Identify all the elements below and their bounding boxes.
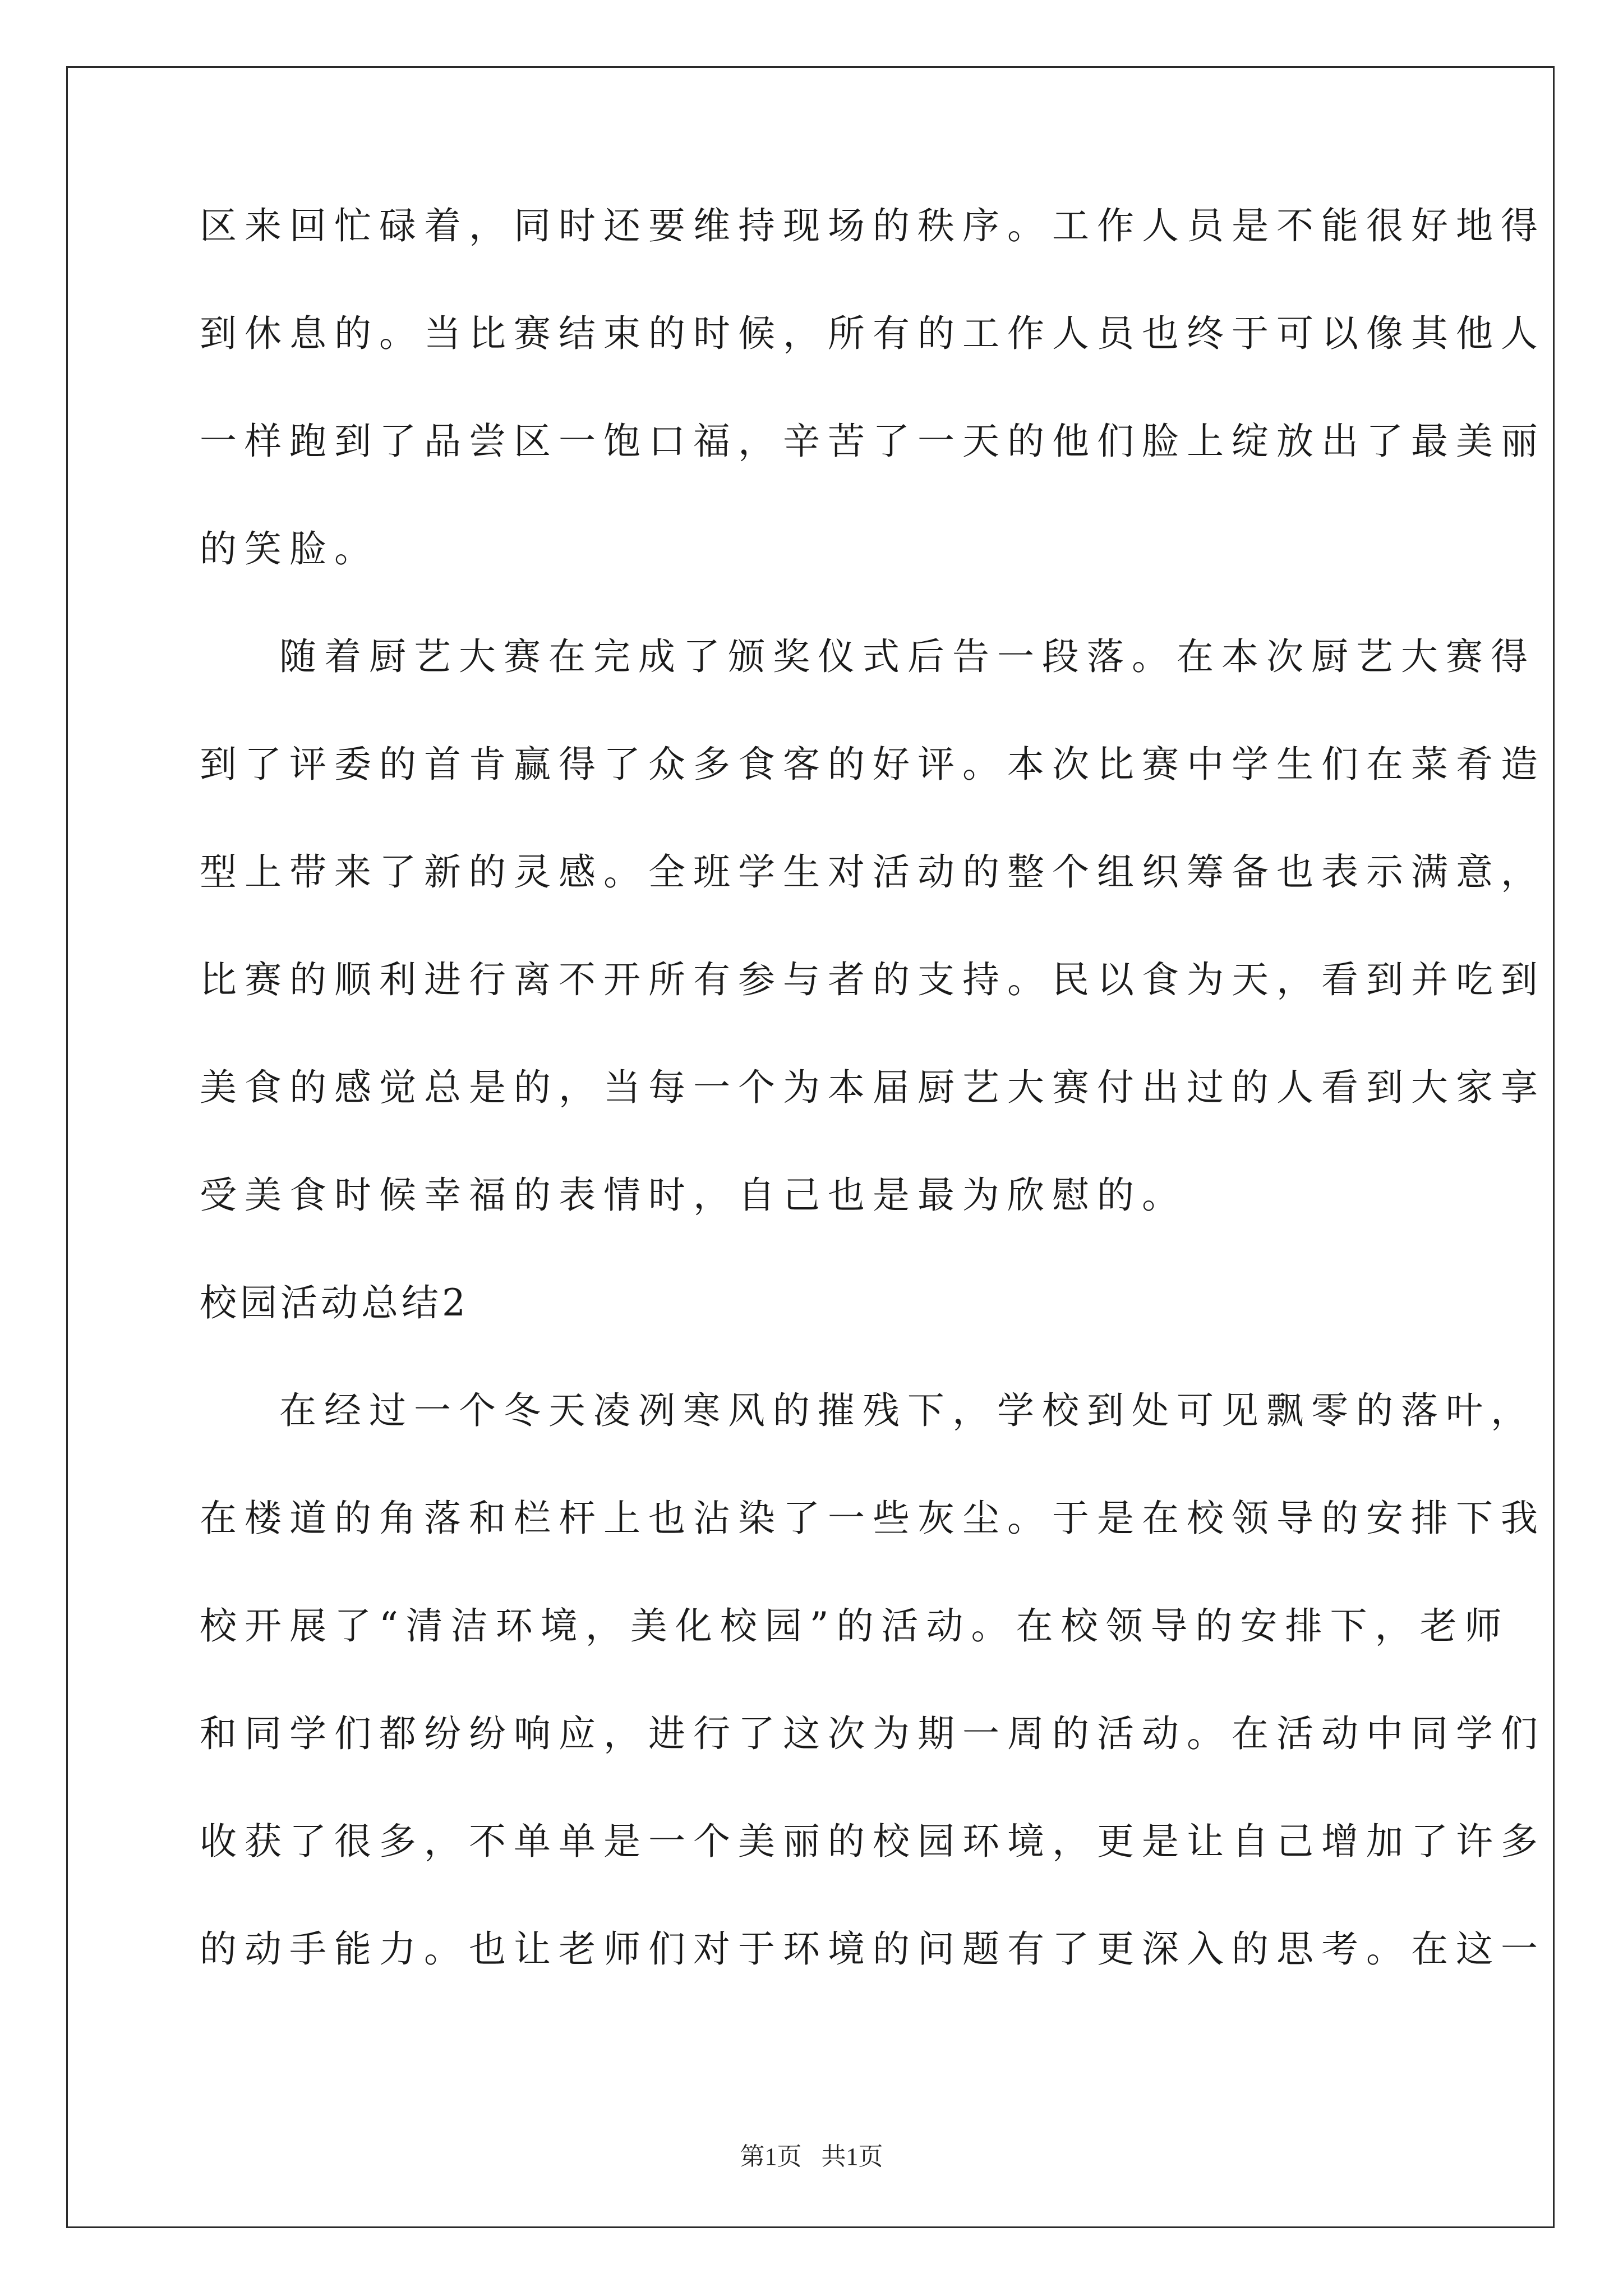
text-line: 在楼道的角落和栏杆上也沾染了一些灰尘。于是在校领导的安排下我 <box>200 1497 1546 1540</box>
text-line: 型上带来了新的灵感。全班学生对活动的整个组织筹备也表示满意， <box>200 850 1546 894</box>
text-line: 随着厨艺大赛在完成了颁奖仪式后告一段落。在本次厨艺大赛得 <box>279 635 1536 678</box>
section-heading: 校园活动总结2 <box>200 1281 469 1324</box>
text-line: 的动手能力。也让老师们对于环境的问题有了更深入的思考。在这一 <box>200 1927 1546 1971</box>
document-body <box>200 204 1546 2039</box>
text-line: 的笑脸。 <box>200 527 379 570</box>
text-line: 收获了很多，不单单是一个美丽的校园环境，更是让自己增加了许多 <box>200 1820 1546 1863</box>
text-line: 区来回忙碌着，同时还要维持现场的秩序。工作人员是不能很好地得 <box>200 204 1546 247</box>
text-line: 美食的感觉总是的，当每一个为本届厨艺大赛付出过的人看到大家享 <box>200 1066 1546 1109</box>
page-number: 第1页 <box>740 2143 802 2170</box>
text-line: 校开展了“清洁环境，美化校园”的活动。在校领导的安排下，老师 <box>200 1604 1510 1648</box>
text-line: 受美食时候幸福的表情时，自己也是最为欣慰的。 <box>200 1174 1187 1217</box>
text-line: 在经过一个冬天凌冽寒风的摧残下，学校到处可见飘零的落叶， <box>279 1389 1536 1432</box>
text-line: 比赛的顺利进行离不开所有参与者的支持。民以食为天，看到并吃到 <box>200 958 1546 1001</box>
page-total: 共1页 <box>821 2143 883 2170</box>
text-line: 和同学们都纷纷响应，进行了这次为期一周的活动。在活动中同学们 <box>200 1712 1546 1755</box>
text-line: 一样跑到了品尝区一饱口福，辛苦了一天的他们脸上绽放出了最美丽 <box>200 420 1546 463</box>
page-footer <box>0 2136 1623 2172</box>
text-line: 到了评委的首肯赢得了众多食客的好评。本次比赛中学生们在菜肴造 <box>200 743 1546 786</box>
text-line: 到休息的。当比赛结束的时候，所有的工作人员也终于可以像其他人 <box>200 312 1546 355</box>
